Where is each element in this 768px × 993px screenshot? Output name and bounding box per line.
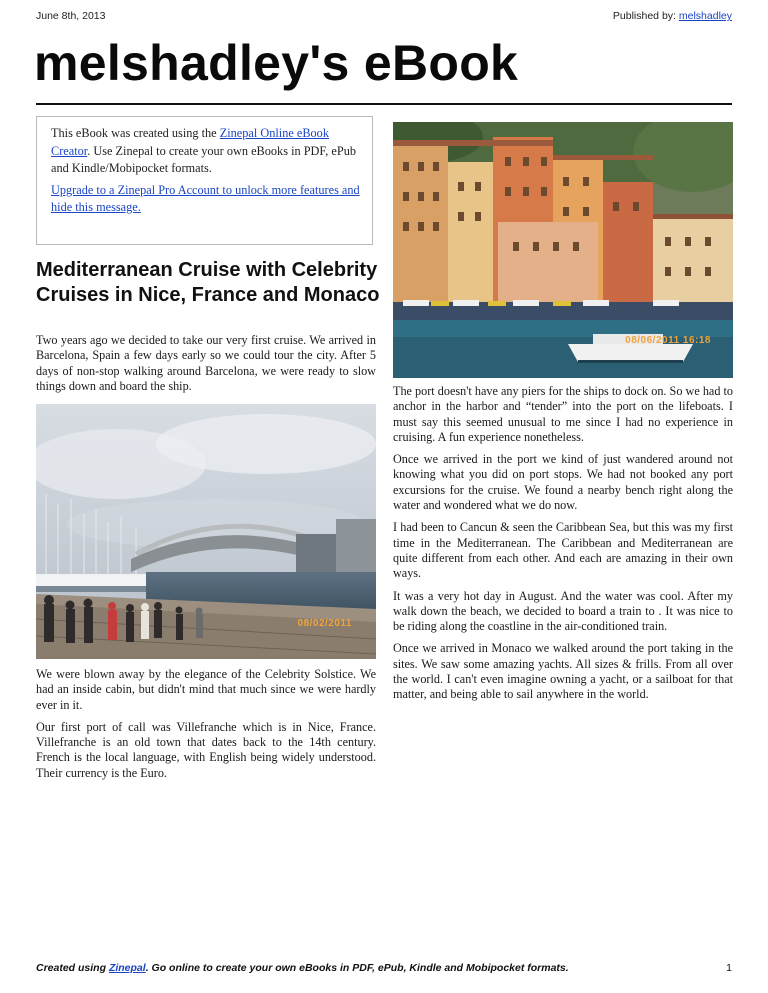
footer-rest: . Go online to create your own eBooks in PDF, ePub, Kindle and Mobipocket formats. — [145, 962, 569, 974]
page-number: 1 — [726, 962, 732, 974]
author-link[interactable]: melshadley — [678, 10, 732, 22]
zinepal-creator-link[interactable]: Zinepal Online eBook Creator — [51, 126, 329, 158]
villefranche-harbor-photo — [393, 122, 733, 378]
title-divider — [36, 103, 732, 105]
left-column-intro — [36, 333, 376, 401]
ebook-title: melshadley's eBook — [34, 35, 519, 91]
zinepal-notice-box — [36, 116, 373, 245]
page-header — [36, 10, 732, 26]
barcelona-date-stamp: 08/02/2011 — [297, 618, 352, 629]
notice-text-before: This eBook was created using the — [51, 126, 220, 140]
article-headline: Mediterranean Cruise with Celebrity Cruises in Nice, France and Monaco — [36, 259, 380, 306]
notice-text-after: . Use Zinepal to create your own eBooks in PDF, ePub and Kindle/Mobipocket formats. — [51, 143, 357, 175]
footer-text — [36, 962, 569, 974]
intro-paragraph: Two years ago we decided to take our very first cruise. We arrived in Barcelona, Spain a few days early so we could tour the city. After 5 days of non-stop walking around Barcelona, we were ready to slow things down and board the ship. — [36, 333, 376, 393]
villefranche-date-stamp: 08/06/2011 16:18 — [625, 335, 711, 346]
page-footer — [36, 962, 732, 976]
published-by — [613, 10, 732, 22]
footer-created-using: Created using — [36, 962, 109, 974]
published-by-label: Published by: — [612, 10, 676, 22]
publish-date: June 8th, 2013 — [36, 10, 106, 22]
left-paragraph: We were blown away by the elegance of the Celebrity Solstice. We had an inside cabin, but didn't mind that much since we were hardly ever in it. — [36, 667, 376, 712]
barcelona-port-photo — [36, 404, 376, 659]
upgrade-link[interactable]: Upgrade to a Zinepal Pro Account to unlock more features and hide this message. — [51, 182, 360, 214]
right-paragraph: Once we arrived in Monaco we walked around the port taking in the sites. We saw some amazing yachts. All sizes & frills. From all over the world. I can't even imagine owning a yacht, or a sailboat for that matter, and being able to sail anywhere in the world. — [393, 641, 733, 702]
right-column — [393, 384, 733, 710]
right-paragraph: It was a very hot day in August. And the water was cool. After my walk down the beach, we decided to board a train to . It was nice to be riding along the coastline in the air-conditioned train. — [393, 588, 733, 634]
notice-text — [51, 125, 360, 178]
right-paragraph: Once we arrived in the port we kind of just wandered around not knowing what you did on port stops. We had not booked any port excursions for the cruise. We found a nearby bench right along the water and wondered what we do now. — [393, 452, 733, 513]
footer-zinepal-link[interactable]: Zinepal — [108, 962, 146, 974]
left-paragraph: Our first port of call was Villefranche which is in Nice, France. Villefranche is an old town that dates back to the 14th century. French is the local language, with English being widely understood. Their currency is the Euro. — [36, 719, 376, 780]
right-paragraph: I had been to Cancun & seen the Caribbean Sea, but this was my first time in the Mediterranean. The Caribbean and Mediterranean are quite different from each other. And each are amazing in their own ways. — [393, 520, 733, 581]
upgrade-text — [51, 182, 360, 217]
right-paragraph: The port doesn't have any piers for the ships to dock on. So we had to anchor in the harbor and “tender” into the port on the lifeboats. I must say this seemed unusual to me since I had no experience in cruising. A fun experience nonetheless. — [393, 384, 733, 444]
left-column-continued — [36, 667, 376, 788]
